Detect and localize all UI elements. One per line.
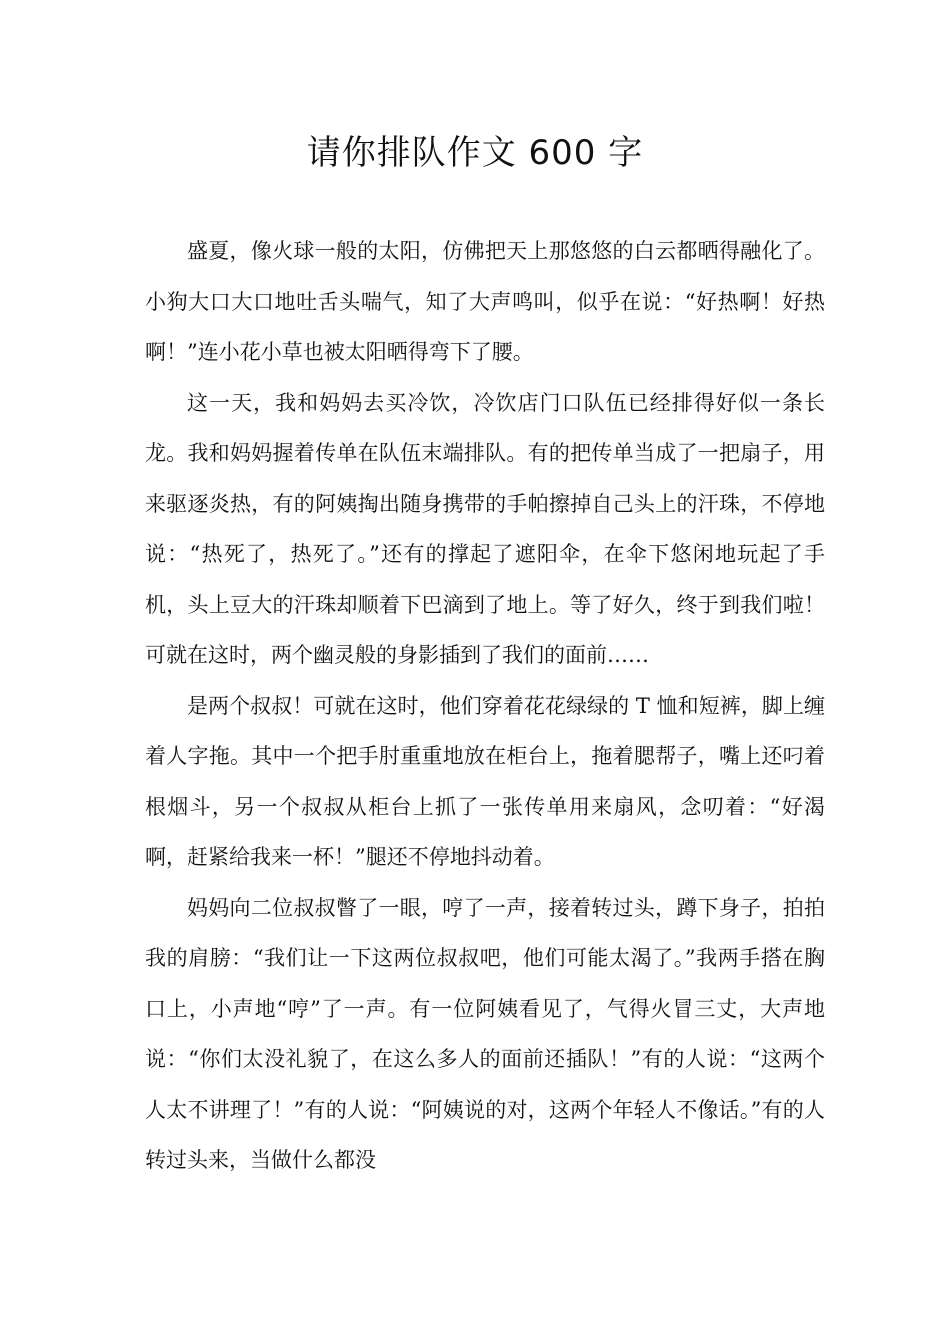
paragraph-3: 是两个叔叔！可就在这时，他们穿着花花绿绿的 T 恤和短裤，脚上缠着人字拖。其中一个把手肘重重地放在柜台上，拖着腮帮子，嘴上还叼着根烟斗，另一个叔叔从柜台上抓了一张传单用来扇风，念叨着：“好渴啊，赶紧给我来一杯！”腿还不停地抖动着。 [145, 693, 825, 869]
paragraph-2: 这一天，我和妈妈去买冷饮，冷饮店门口队伍已经排得好似一条长龙。我和妈妈握着传单在队伍末端排队。有的把传单当成了一把扇子，用来驱逐炎热，有的阿姨掏出随身携带的手帕擦掉自己头上的汗珠，不停地说：“热死了，热死了。”还有的撑起了遮阳伞，在伞下悠闲地玩起了手机，头上豆大的汗珠却顺着下巴滴到了地上。等了好久，终于到我们啦！可就在这时，两个幽灵般的身影插到了我们的面前…… [145, 390, 825, 667]
paragraph-1: 盛夏，像火球一般的太阳，仿佛把天上那悠悠的白云都晒得融化了。小狗大口大口地吐舌头喘气，知了大声鸣叫，似乎在说：“好热啊！好热啊！”连小花小草也被太阳晒得弯下了腰。 [145, 239, 825, 364]
document-body [145, 226, 825, 1186]
paragraph-4: 妈妈向二位叔叔瞥了一眼，哼了一声，接着转过头，蹲下身子，拍拍我的肩膀：“我们让一下这两位叔叔吧，他们可能太渴了。”我两手搭在胸口上，小声地“哼”了一声。有一位阿姨看见了，气得火冒三丈，大声地说：“你们太没礼貌了，在这么多人的面前还插队！”有的人说：“这两个人太不讲理了！”有的人说：“阿姨说的对，这两个年轻人不像话。”有的人转过头来，当做什么都没 [145, 895, 825, 1172]
document-title: 请你排队作文 600 字 [306, 133, 644, 173]
